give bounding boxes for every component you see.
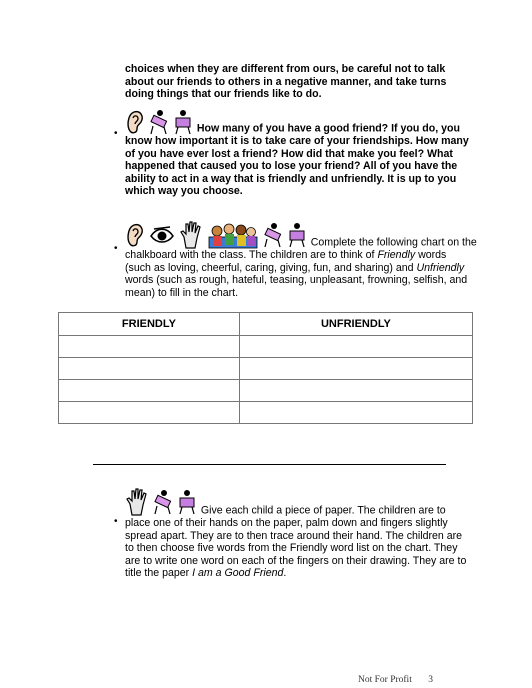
text-line: to then choose five words from the Friendly word list on the chart. They [125,542,458,555]
first-line [125,221,477,249]
text-line: Give each child a piece of paper. The children are to [200,504,446,517]
pencil-icon [149,109,169,135]
eye-icon [149,221,175,249]
friendly-unfriendly-table [58,312,473,424]
table-cell [239,402,472,424]
text-fragment: . [283,567,287,580]
table-header-row [59,313,473,336]
table-cell [239,336,472,358]
pencil-icon [263,221,283,249]
text-line: doing things that our friends like to do. [125,88,322,101]
table-row [59,358,473,380]
table-cell [59,380,240,402]
children-group-icon [207,221,259,249]
text-line: ability to act in a way that is friendly and unfriendly. It is up to you [125,172,457,185]
table-row [59,336,473,358]
table-cell [59,402,240,424]
text-line: are to write one word on each of the fingers on their drawing. They are to [125,554,467,567]
text-line: about our friends to others in a negative manner, and take turns [125,75,447,88]
paper-icon [177,487,197,517]
text-line: happened that caused you to lose your friend? All of you have the [125,160,458,173]
text-fragment-italic: I am a Good Friend [192,567,284,580]
paper-icon [173,109,193,135]
icon-row [125,109,194,135]
text-line: Complete the following chart on the [310,236,477,249]
bullet: • [114,128,118,139]
table-cell [239,358,472,380]
table-row [59,380,473,402]
icon-row [125,487,198,517]
text-fragment: title the paper [125,567,193,580]
table-cell [59,358,240,380]
text-line: place one of their hands on the paper, palm down and fingers slightly [125,517,448,529]
text-line: choices when they are different from ours, be careful not to talk [125,63,446,75]
page-number: 3 [428,675,433,685]
text-fragment-italic: Friendly [377,249,416,261]
text-line [125,567,466,580]
hand-icon [179,221,203,249]
text-fragment: chalkboard with the class. The children are to think of [125,249,378,261]
text-line: How many of you have a good friend? If you do, you [196,122,460,135]
section3-text [125,221,477,299]
footer-text: Not For Profit [358,675,412,685]
text-fragment: (such as loving, cheerful, caring, giving, fun, and sharing) and [125,261,417,274]
text-line: mean) to fill in the chart. [125,286,239,299]
text-fragment-italic: Unfriendly [416,261,465,274]
text-line: of you have ever lost a friend? How did that make you feel? What [125,147,453,160]
text-line [125,262,477,275]
text-line: spread apart. They are to then trace around their hand. The children are [125,529,463,542]
bullet: • [114,243,118,254]
table-cell [59,336,240,358]
horizontal-divider [93,464,446,465]
table-header: FRIENDLY [59,313,240,336]
bullet: • [114,516,118,527]
first-line [125,109,469,135]
ear-icon [125,109,145,135]
ear-icon [125,221,145,249]
section2-text [125,109,469,198]
section1-text [125,63,446,101]
hand-icon [125,487,149,517]
text-fragment: words [415,249,447,261]
text-line: know how important it is to take care of your friendships. How many [125,135,469,147]
table-row [59,402,473,424]
text-line: which way you choose. [125,185,243,198]
first-line [125,487,466,517]
section4-text [125,487,466,580]
page-footer [358,675,433,685]
text-line: words (such as rough, hateful, teasing, unpleasant, frowning, selfish, and [125,274,468,287]
table-header: UNFRIENDLY [239,313,472,336]
paper-icon [287,221,307,249]
icon-row [125,221,308,249]
text-line [125,249,477,262]
table-cell [239,380,472,402]
pencil-icon [153,487,173,517]
